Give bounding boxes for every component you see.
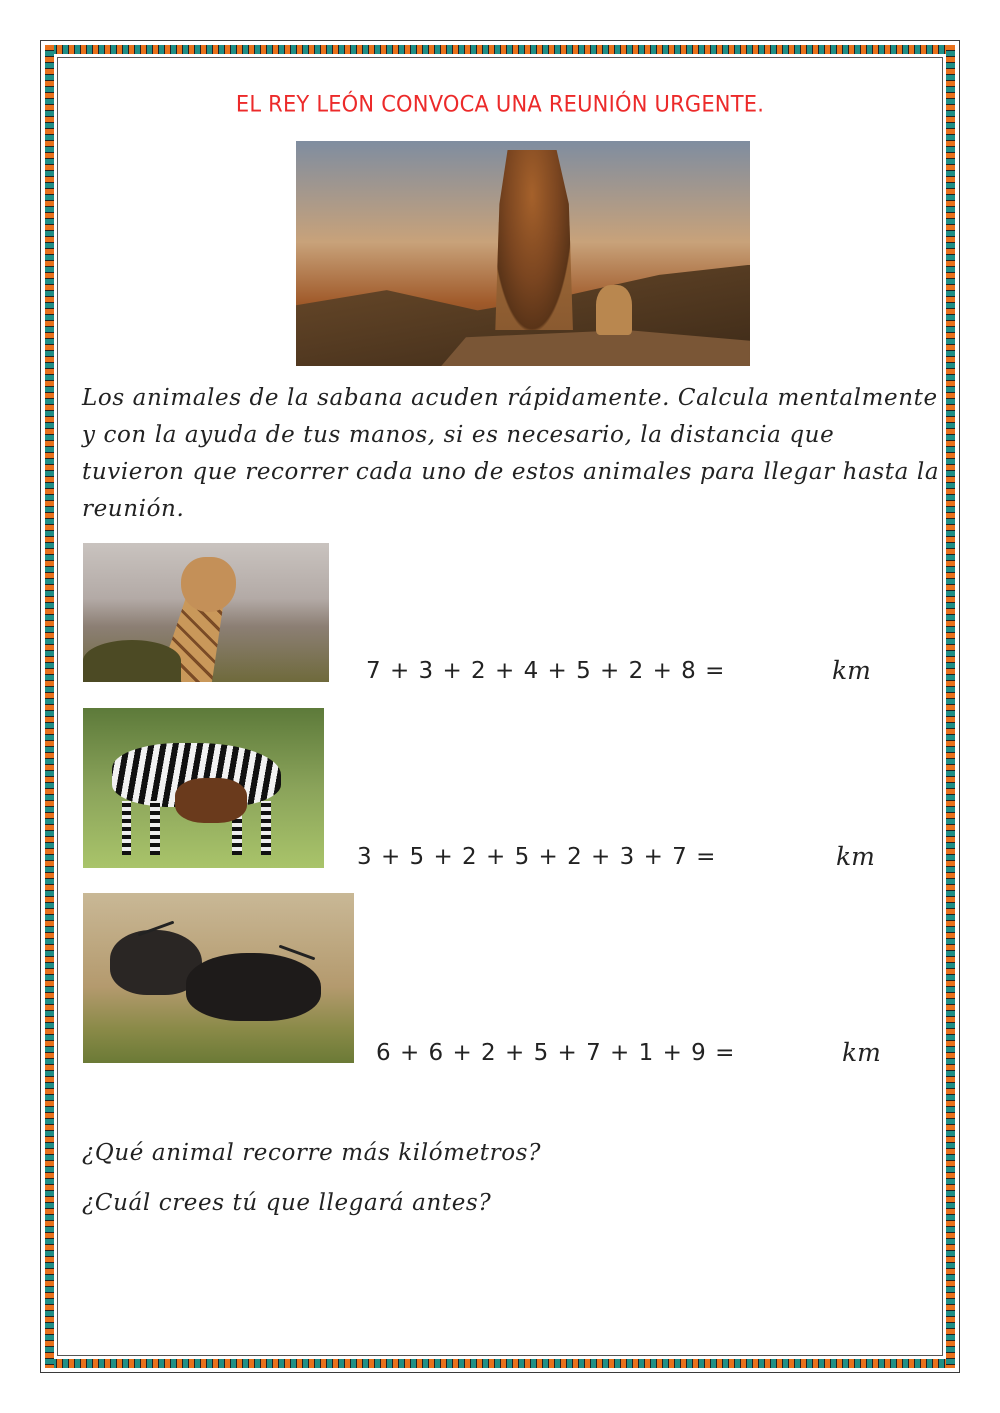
instructions-text: Los animales de la sabana acuden rápidamente. Calcula mentalmente y con la ayuda de tus manos, si es necesario, la distancia que tuvieron que recorrer cada uno de estos animales para llegar hasta la reunión. [82, 385, 940, 522]
question-most-km: ¿Qué animal recorre más kilómetros? [82, 1140, 542, 1166]
giraffe-equation: 7 + 3 + 2 + 4 + 5 + 2 + 8 = [366, 658, 726, 684]
border-bottom [45, 1359, 955, 1368]
page-title: EL REY LEÓN CONVOCA UNA REUNIÓN URGENTE. [235, 91, 765, 117]
wildebeest-unit: km [842, 1038, 881, 1067]
border-left [45, 45, 54, 1368]
wildebeest-equation: 6 + 6 + 2 + 5 + 7 + 1 + 9 = [376, 1040, 736, 1066]
border-top [45, 45, 955, 54]
wildebeest-photo [83, 893, 354, 1063]
zebra-equation: 3 + 5 + 2 + 5 + 2 + 3 + 7 = [357, 844, 717, 870]
border-right [946, 45, 955, 1368]
zebra-unit: km [836, 842, 875, 871]
giraffe-photo [83, 543, 329, 682]
lion-king-photo [296, 141, 750, 366]
giraffe-unit: km [832, 656, 871, 685]
zebra-photo [83, 708, 324, 868]
question-arrives-first: ¿Cuál crees tú que llegará antes? [82, 1190, 492, 1216]
